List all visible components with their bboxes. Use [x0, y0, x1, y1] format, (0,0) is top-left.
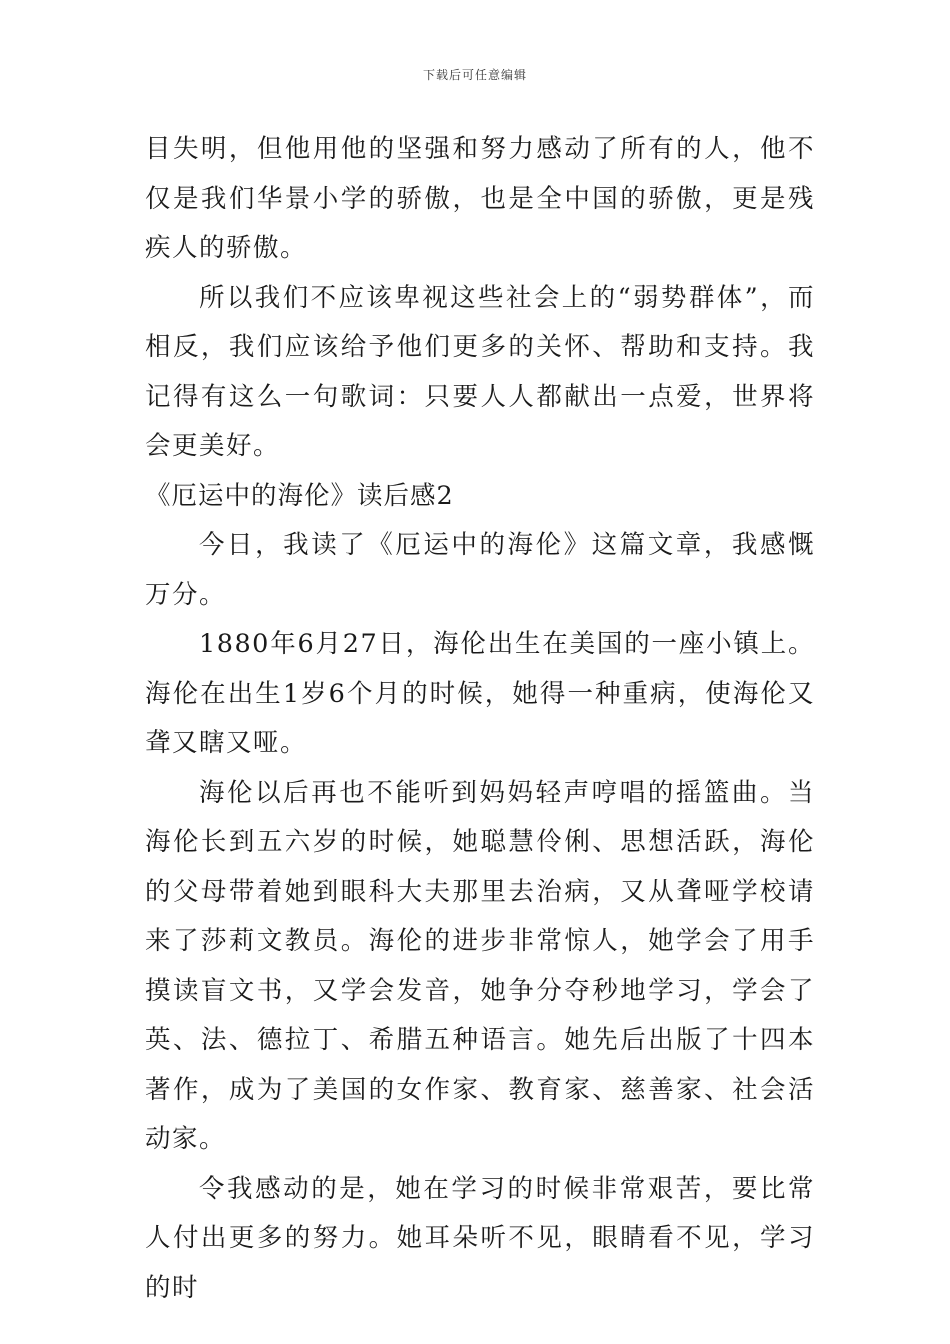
paragraph-intro: 今日，我读了《厄运中的海伦》这篇文章，我感慨万分。 — [145, 530, 815, 610]
page-header: 下载后可任意编辑 — [422, 68, 527, 82]
paragraph-education: 海伦以后再也不能听到妈妈轻声哼唱的摇篮曲。当海伦长到五六岁的时候，她聪慧伶俐、思想活跃，海伦的父母带着她到眼科大夫那里去治病，又从聋哑学校请来了莎莉文教员。海伦的进步非常惊人，她学会了用手摸读盲文书，又学会发音，她争分夺秒地学习，学会了英、法、德拉丁、希腊五种语言。她先后出版了十四本著作，成为了美国的女作家、教育家、慈善家、社会活动家。 — [145, 777, 815, 1154]
paragraph-weak-groups: 所以我们不应该卑视这些社会上的“弱势群体”，而相反，我们应该给予他们更多的关怀、帮助和支持。我记得有这么一句歌词：只要人人都献出一点爱，世界将会更美好。 — [145, 282, 815, 461]
section-title: 《厄运中的海伦》读后感2 — [145, 480, 454, 511]
document-body — [145, 125, 815, 1313]
paragraph-birth: 1880年6月27日，海伦出生在美国的一座小镇上。海伦在出生1岁6个月的时候，她得一种重病，使海伦又聋又瞎又哑。 — [145, 629, 815, 758]
paragraph-effort: 令我感动的是，她在学习的时候非常艰苦，要比常人付出更多的努力。她耳朵听不见，眼睛看不见，学习的时 — [145, 1173, 815, 1303]
paragraph-continuation: 目失明，但他用他的坚强和努力感动了所有的人，他不仅是我们华景小学的骄傲，也是全中国的骄傲，更是残疾人的骄傲。 — [145, 134, 815, 263]
